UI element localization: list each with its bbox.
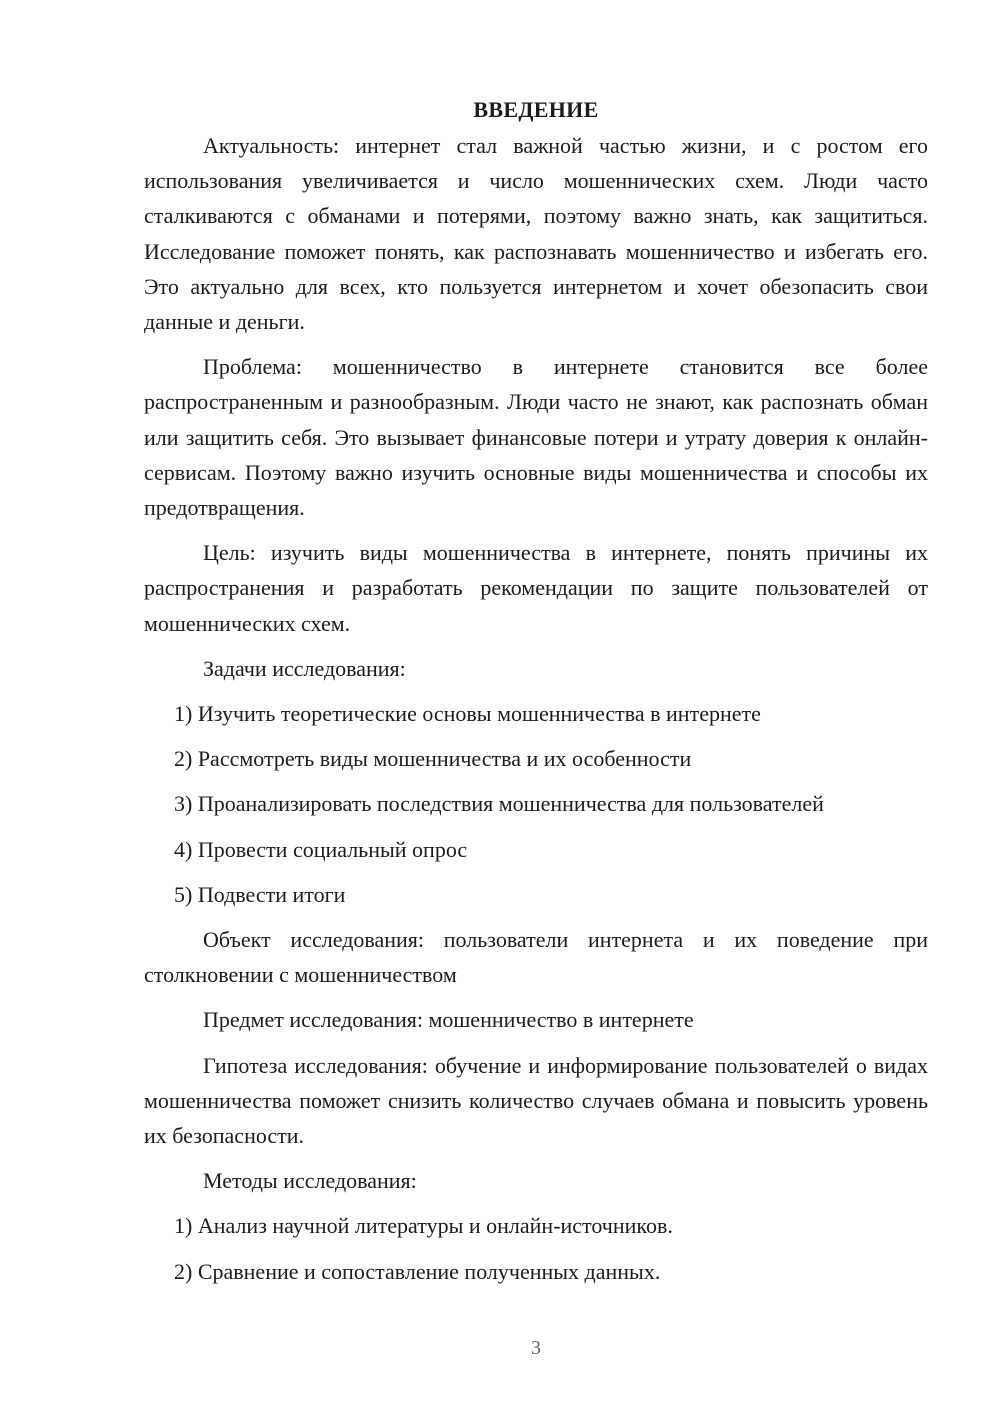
list-item: 2) Сравнение и сопоставление полученных данных.: [174, 1258, 661, 1284]
subject-paragraph: Предмет исследования: мошенничество в интернете: [203, 1007, 694, 1033]
goal-paragraph: Цель: изучить виды мошенничества в интернете, понять причины их распространения и разработать рекомендации по защите пользователей от мошеннических схем.: [144, 540, 928, 636]
list-item: 1) Изучить теоретические основы мошенничества в интернете: [174, 701, 761, 727]
methods-list: [144, 1208, 928, 1288]
page-content: [144, 92, 928, 1299]
hypothesis-paragraph: Гипотеза исследования: обучение и информирование пользователей о видах мошенничества поможет снизить количество случаев обмана и повысить уровень их безопасности.: [144, 1052, 928, 1149]
tasks-label: Задачи исследования:: [203, 655, 406, 681]
list-item: 2) Рассмотреть виды мошенничества и их особенности: [174, 746, 692, 772]
tasks-list: [144, 696, 928, 912]
methods-label: Методы исследования:: [203, 1168, 417, 1194]
list-item: 4) Провести социальный опрос: [174, 836, 468, 862]
page-number: 3: [531, 1337, 541, 1359]
section-title: ВВЕДЕНИЕ: [473, 97, 599, 122]
list-item: 1) Анализ научной литературы и онлайн-источников.: [174, 1213, 673, 1239]
object-paragraph: Объект исследования: пользователи интернета и их поведение при столкновении с мошенничеством: [144, 927, 928, 988]
list-item: 5) Подвести итоги: [174, 881, 346, 907]
relevance-paragraph: Актуальность: интернет стал важной частью жизни, и с ростом его использования увеличивается и число мошеннических схем. Люди часто сталкиваются с обманами и потерями, поэтому важно знать, как защититься. Исследование поможет понять, как распознавать мошенничество и избегать его. Это актуально для всех, кто пользуется интернетом и хочет обезопасить свои данные и деньги.: [144, 133, 928, 335]
problem-paragraph: Проблема: мошенничество в интернете становится все более распространенным и разнообразным. Люди часто не знают, как распознать обман или защитить себя. Это вызывает финансовые потери и утрату доверия к онлайн-сервисам. Поэтому важно изучить основные виды мошенничества и способы их предотвращения.: [144, 354, 928, 521]
list-item: 3) Проанализировать последствия мошенничества для пользователей: [174, 791, 824, 817]
